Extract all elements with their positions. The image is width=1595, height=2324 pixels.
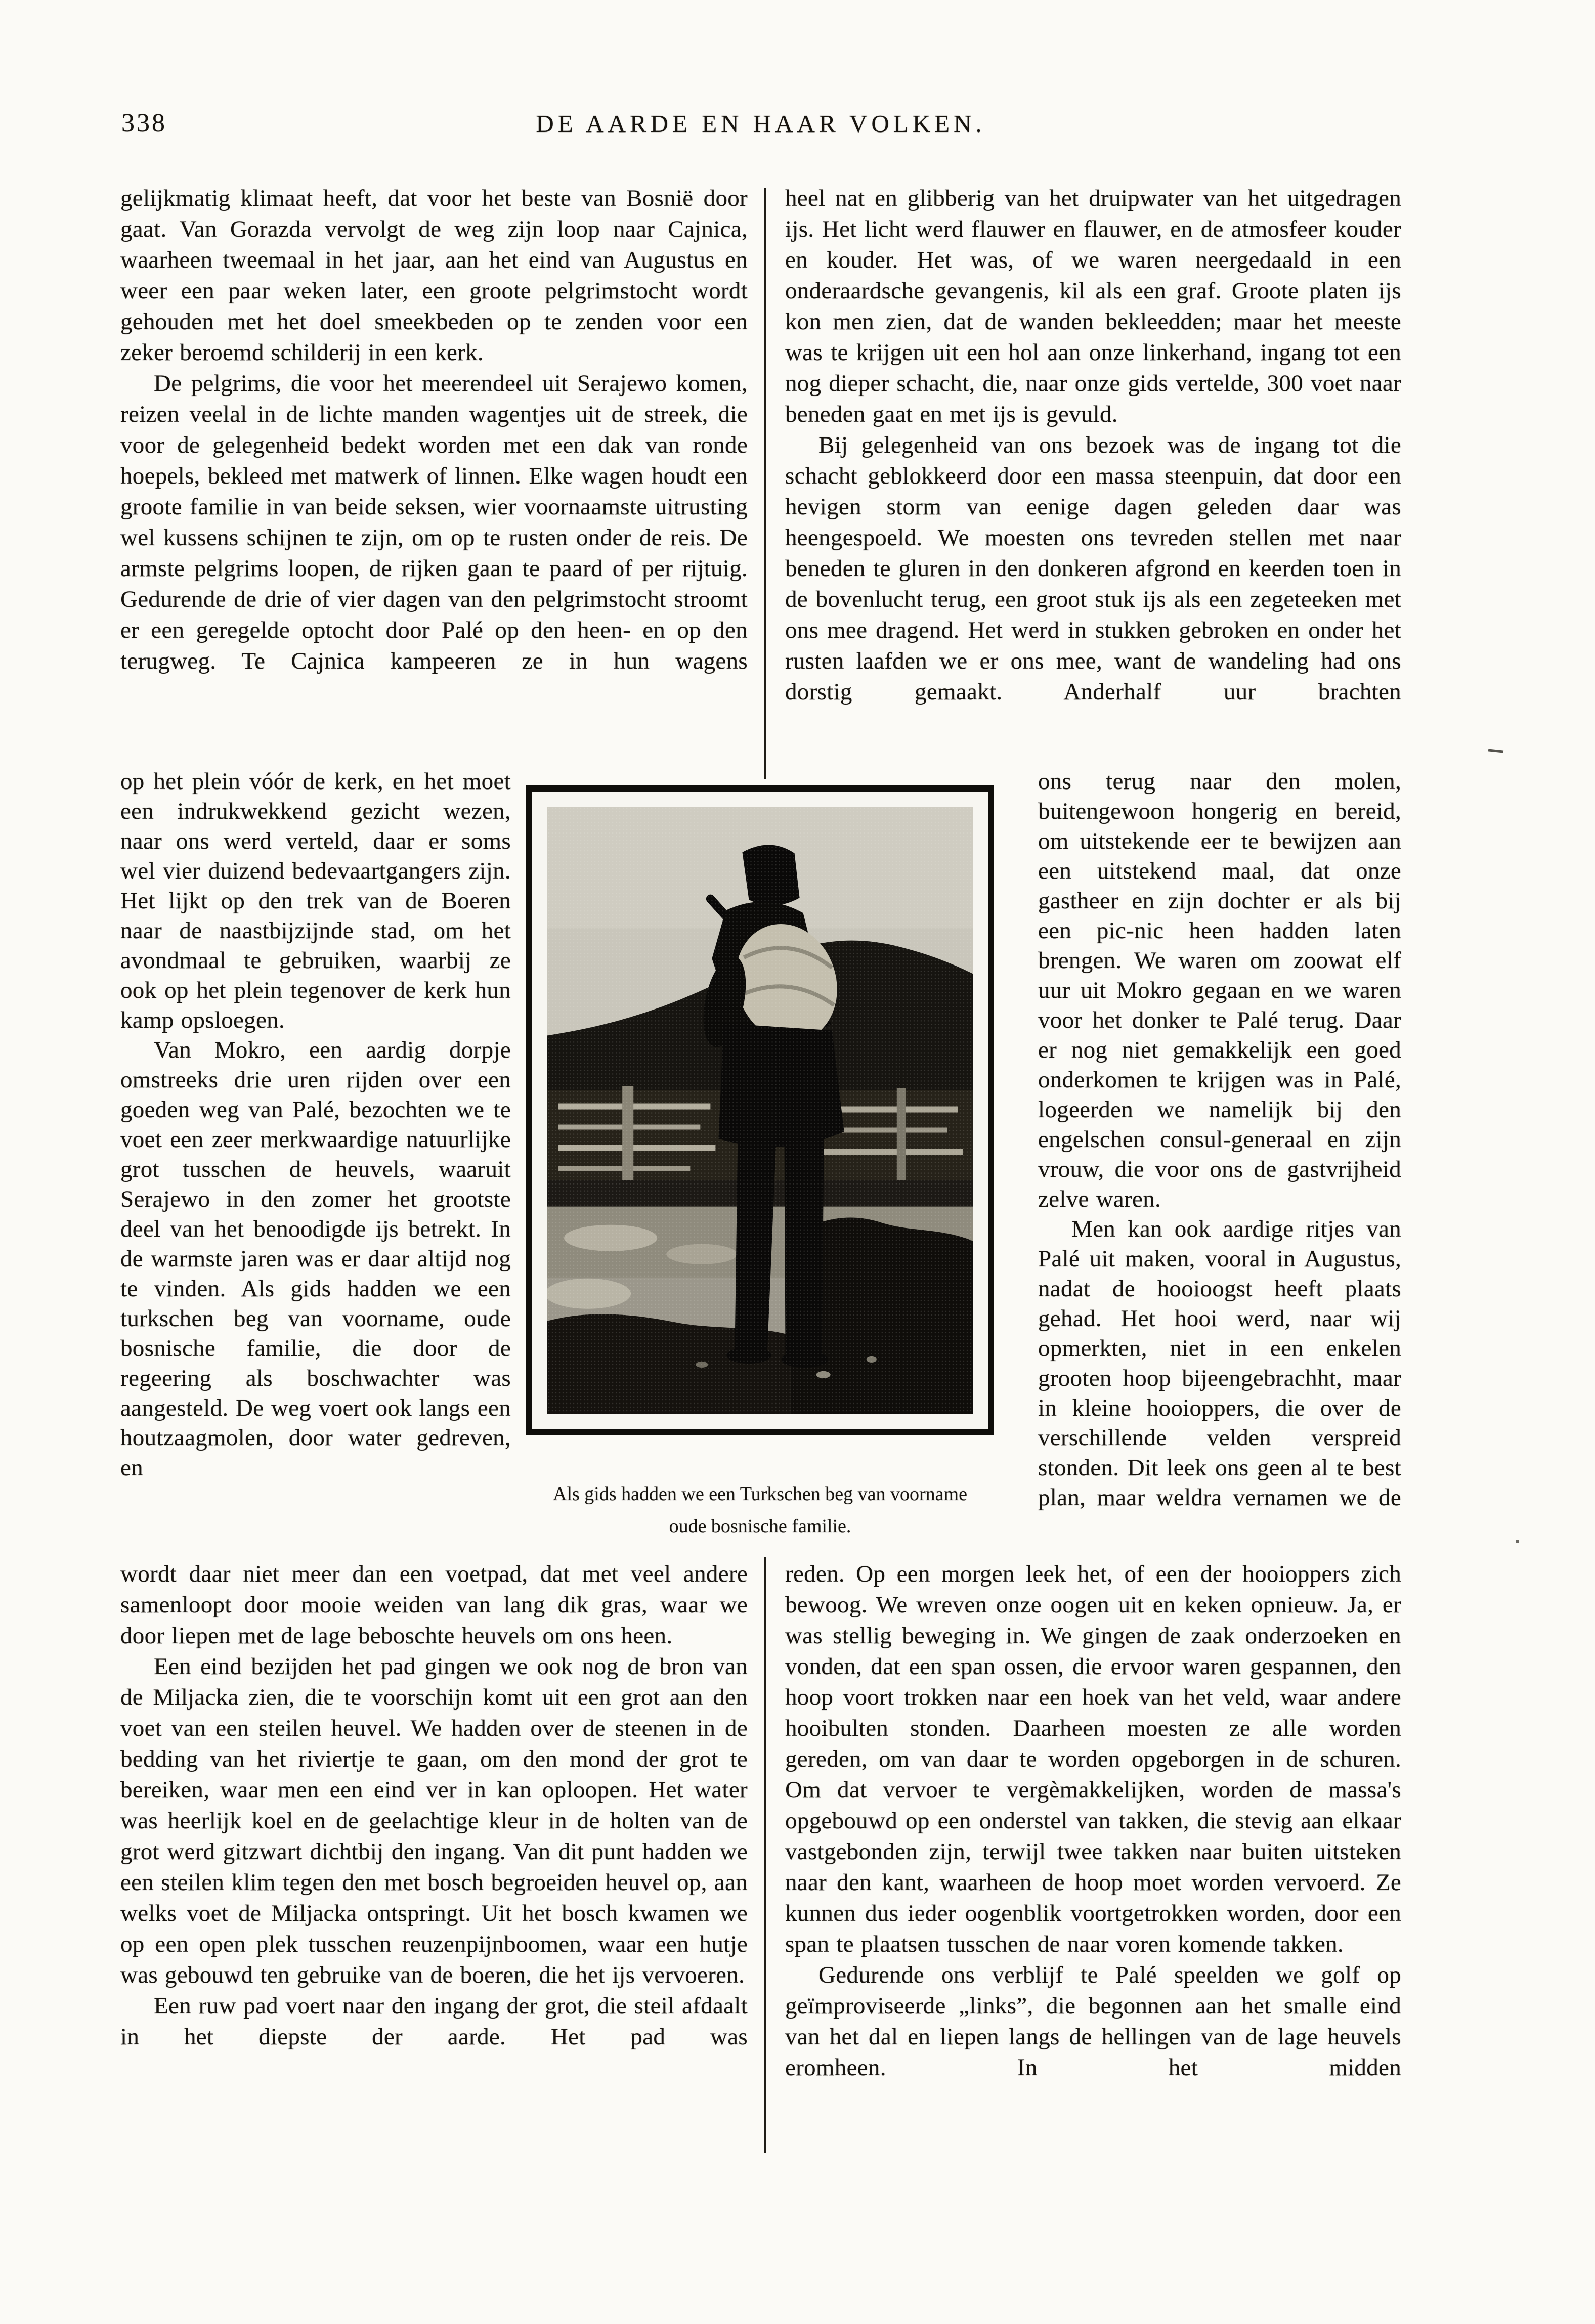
scan-artifact	[1488, 749, 1503, 753]
paragraph: Een eind bezijden het pad gingen we ook nog de bron van de Miljacka zien, die te voorschijn komt uit een grot aan den voet van een steilen heuvel. We hadden over de steenen in de bedding van het riviertje te gaan, om den mond der grot te bereiken, waar men een eind ver in kan oploopen. Het water was heerlijk koel en de geelachtige kleur in de holten van de grot werd gitzwart dichtbij den ingang. Van dit punt hadden we een steilen klim tegen den met bosch begroeiden heuvel op, aan welks voet de Miljacka ontspringt. Uit het bosch kwamen we op een open plek tusschen reuzenpijnboomen, waar een hutje was gebouwd ten gebruike van de boeren, die het ijs vervoeren.	[120, 1653, 748, 1988]
paragraph: De pelgrims, die voor het meerendeel uit Serajewo komen, reizen veelal in de lichte manden wagentjes uit de streek, die voor de gelegenheid bedekt worden met een dak van ronde hoepels, bekleed met matwerk of linnen. Elke wagen houdt een groote familie in van beide seksen, wier voornaamste uitrusting wel kussens schijnen te zijn, om op te rusten onder de reis. De armste pelgrims loopen, de rijken gaan te paard of per rijtuig. Gedurende de drie of vier dagen van den pelgrimstocht stroomt er een geregelde optocht door Palé op den heen- en op den terugweg. Te Cajnica kampeeren ze in hun wagens	[120, 370, 748, 674]
journal-title: DE AARDE EN HAAR VOLKEN.	[536, 110, 986, 138]
paragraph: Een ruw pad voert naar den ingang der grot, die steil afdaalt in het diepste der aarde. Het pad was	[120, 1993, 748, 2050]
paragraph: Gedurende ons verblijf te Palé speelden we golf op geïmproviseerde „links”, die begonnen aan het smalle eind van het dal en liepen langs de hellingen van de lage heuvels eromheen. In het midden	[785, 1962, 1401, 2081]
figure-caption	[483, 1478, 1037, 1543]
halftone-grain	[547, 807, 973, 1414]
left-column-bottom	[120, 1559, 748, 2052]
right-column-bottom	[785, 1559, 1401, 2083]
paragraph: ons terug naar den molen, buitengewoon hongerig en bereid, om uitstekende eer te bewijzen aan een uitstekend maal, dat onze gastheer en zijn dochter er als bij een pic-nic heen hadden laten brengen. We waren om zoowat elf uur uit Mokro gegaan en we waren voor het donker te Palé terug. Daar er nog niet gemakkelijk een goed onderkomen te krijgen was in Palé, logeerden we namelijk bij den engelschen consul-generaal en zijn vrouw, die voor ons de gastvrijheid zelve waren.	[1038, 768, 1401, 1212]
figure-caption-line: oude bosnische familie.	[669, 1516, 851, 1537]
figure-photo	[526, 785, 994, 1435]
paragraph: Bij gelegenheid van ons bezoek was de ingang tot die schacht geblokkeerd door een massa steenpuin, dat door een hevigen storm van eenige dagen geleden daar was heengespoeld. We moesten ons tevreden stellen met naar beneden te gluren in den donkeren afgrond en keerden toen in de bovenlucht terug, een groot stuk ijs als een zegeteeken met ons mee dragend. Het werd in stukken gebroken en onder het rusten laafden we er ons mee, want de wandeling had ons dorstig gemaakt. Anderhalf uur brachten	[785, 432, 1401, 705]
paragraph: op het plein vóór de kerk, en het moet een indrukwekkend gezicht wezen, naar ons werd verteld, daar er soms wel vier duizend bedevaartgangers zijn. Het lijkt op den trek van de Boeren naar de naastbijzijnde stad, om het avondmaal te gebruiken, waarbij ze ook op het plein tegenover de kerk hun kamp opsloegen.	[120, 768, 511, 1033]
figure-caption-line: Als gids hadden we een Turkschen beg van voorname	[553, 1483, 967, 1505]
paragraph: wordt daar niet meer dan een voetpad, dat met veel andere samenloopt door mooie weiden van lang dik gras, waar we door liepen met de lage beboschte heuvels om ons heen.	[120, 1561, 748, 1649]
page-number: 338	[121, 109, 167, 138]
paragraph: Van Mokro, een aardig dorpje omstreeks drie uren rijden over een goeden weg van Palé, bezochten we te voet een zeer merkwaardige natuurlijke grot tusschen de heuvels, waaruit Serajewo in den zomer het grootste deel van het benoodigde ijs betrekt. In de warmste jaren was er daar altijd nog te vinden. Als gids hadden we een turkschen beg van voorname, oude bosnische familie, die door de regeering als boschwachter was aangesteld. De weg voert ook langs een houtzaagmolen, door water gedreven, en	[120, 1037, 511, 1481]
beg-silhouette-illustration	[547, 807, 973, 1414]
paragraph: Men kan ook aardige ritjes van Palé uit maken, vooral in Augustus, nadat de hooioogst heeft plaats gehad. Het hooi werd, naar wij opmerkten, niet in een enkelen grooten hoop bijeengebrachht, maar in kleine hooioppers, die over de verschillende velden verspreid stonden. Dit leek ons geen al te best plan, maar weldra vernamen we de	[1038, 1216, 1401, 1511]
scan-artifact	[1516, 1540, 1519, 1543]
paragraph: gelijkmatig klimaat heeft, dat voor het beste van Bosnië door gaat. Van Gorazda vervolgt de weg zijn loop naar Cajnica, waarheen tweemaal in het jaar, aan het eind van Augustus en weer een paar weken later, een groote pelgrimstocht wordt gehouden met het doel smeekbeden op te zenden voor een zeker beroemd schilderij in een kerk.	[120, 185, 748, 366]
paragraph: heel nat en glibberig van het druipwater van het uitgedragen ijs. Het licht werd flauwer en flauwer, en de atmosfeer kouder en kouder. Het was, of we waren neergedaald in een onderaardsche gevangenis, kil als een graf. Groote platen ijs kon men zien, dat de wanden bekleedden; maar het meeste was te krijgen uit een hol aan onze linkerhand, ingang tot een nog dieper schacht, die, naar onze gids vertelde, 300 voet naar beneden gaat en met ijs is gevuld.	[785, 185, 1401, 427]
column-divider-bottom	[764, 1557, 766, 2153]
column-divider-top	[764, 188, 766, 779]
left-column-beside-photo	[120, 767, 511, 1483]
left-column-top	[120, 183, 748, 677]
right-column-beside-photo	[1038, 767, 1401, 1513]
right-column-top	[785, 183, 1401, 708]
paragraph: reden. Op een morgen leek het, of een der hooioppers zich bewoog. We wreven onze oogen uit en keken opnieuw. Ja, er was stellig beweging in. We gingen de zaak onderzoeken en vonden, dat een span ossen, die ervoor waren gespannen, den hoop voort trokken naar een hoek van het veld, waar andere hooibulten stonden. Daarheen moesten ze alle worden gereden, om van daar te worden opgeborgen in de schuren. Om dat vervoer te vergèmakkelijken, worden de massa's opgebouwd op een onderstel van takken, die stevig aan elkaar vastgebonden zijn, terwijl twee takken naar buiten uitsteken naar den kant, waarheen de hoop moet worden vervoerd. Ze kunnen dus ieder oogenblik voortgetrokken worden, door een span te plaatsen tusschen de naar voren komende takken.	[785, 1561, 1401, 1957]
